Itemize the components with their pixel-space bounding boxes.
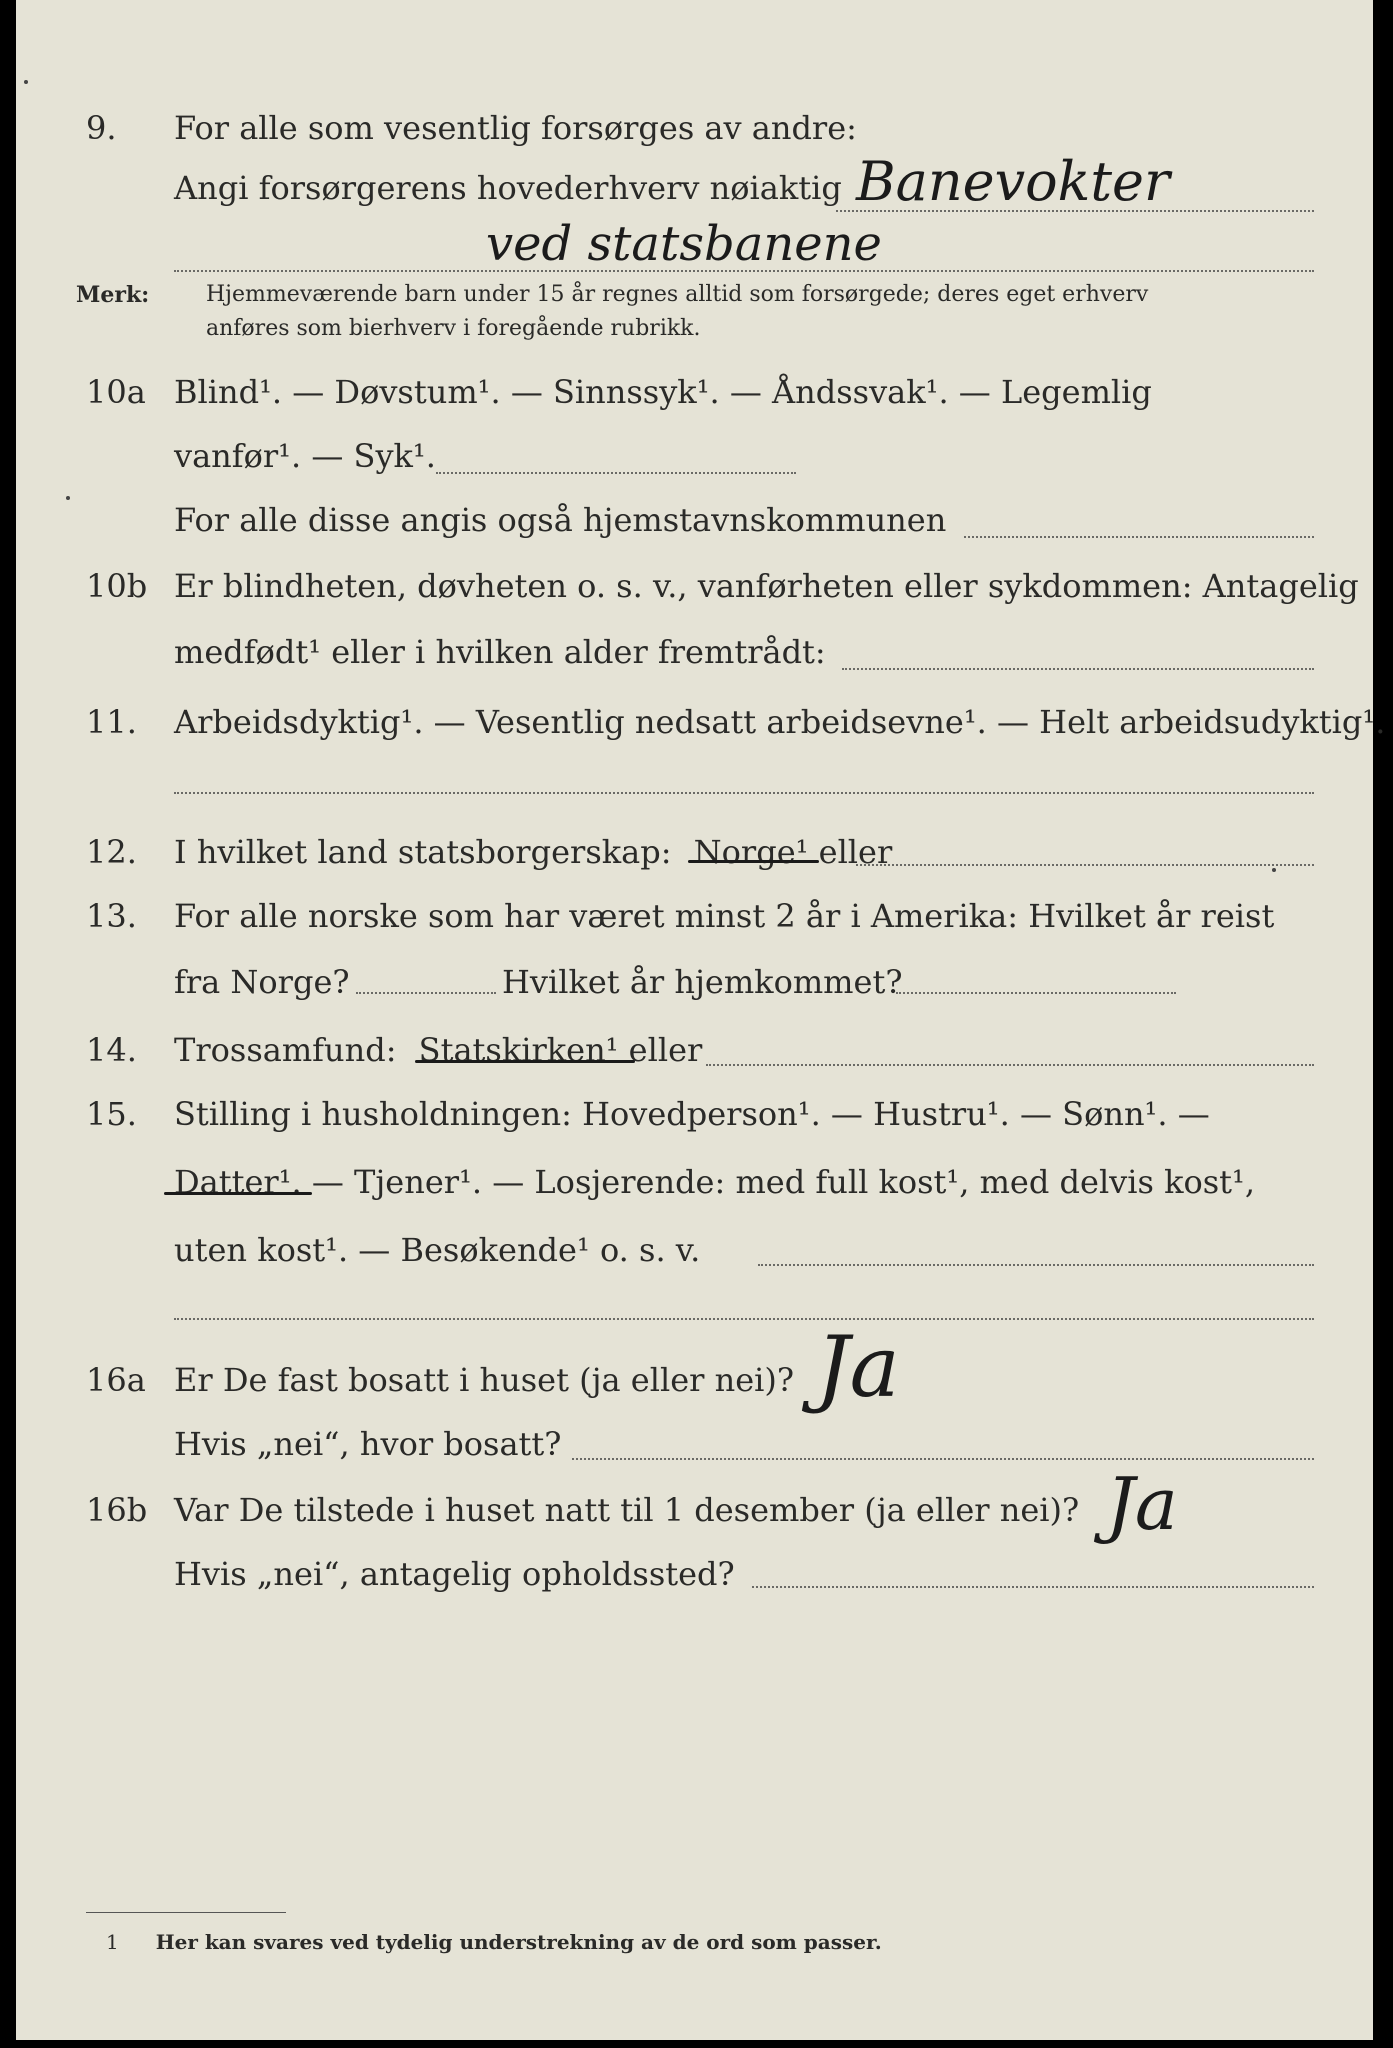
answer-line[interactable]	[964, 536, 1314, 538]
answer-line[interactable]	[436, 472, 796, 474]
question-text: For alle disse angis også hjemstavnskommunen	[174, 501, 947, 539]
handwritten-answer: Ja	[816, 1318, 900, 1416]
question-text: vanfør¹. — Syk¹.	[174, 437, 436, 475]
question-text: Hvilket år hjemkommet?	[502, 963, 903, 1001]
underline-mark	[164, 1192, 312, 1195]
handwritten-answer: ved statsbanene	[486, 216, 882, 272]
handwritten-answer: Ja	[1106, 1462, 1178, 1546]
question-text: For alle som vesentlig forsørges av andre:	[174, 109, 857, 147]
question-number: 10b	[86, 567, 148, 605]
question-text: Hvis „nei“, hvor bosatt?	[174, 1425, 562, 1463]
question-number: 16b	[86, 1491, 148, 1529]
answer-line[interactable]	[174, 792, 1314, 794]
question-text: Er De fast bosatt i huset (ja eller nei)?	[174, 1361, 795, 1399]
paper-speck	[24, 80, 28, 84]
question-suffix: eller	[628, 1031, 703, 1069]
option-datter[interactable]	[174, 1163, 312, 1201]
question-text: Var De tilstede i huset natt til 1 desember (ja eller nei)?	[174, 1491, 1080, 1529]
answer-line[interactable]	[174, 1318, 1314, 1320]
answer-line[interactable]	[572, 1458, 1314, 1460]
footnote-marker: 1	[106, 1930, 119, 1954]
footnote	[106, 1930, 882, 1954]
question-number: 12.	[86, 833, 137, 871]
handwritten-answer: Banevokter	[856, 150, 1170, 213]
question-text: Stilling i husholdningen: Hovedperson¹. — Hustru¹. — Sønn¹. —	[174, 1095, 1210, 1133]
question-text	[174, 1020, 702, 1080]
note-text: Hjemmeværende barn under 15 år regnes alltid som forsørgede; deres eget erhverv	[206, 282, 1149, 307]
question-text: Arbeidsdyktig¹. — Vesentlig nedsatt arbeidsevne¹. — Helt arbeidsudyktig¹.	[174, 703, 1386, 741]
answer-line[interactable]	[856, 864, 1314, 866]
answer-line[interactable]	[758, 1264, 1314, 1266]
census-form-page	[16, 0, 1386, 2040]
paper-speck	[1272, 868, 1276, 872]
question-text: Hvis „nei“, antagelig opholdssted?	[174, 1555, 735, 1593]
question-number: 14.	[86, 1031, 137, 1069]
question-text	[174, 822, 892, 882]
underline-mark	[688, 860, 819, 863]
question-text: fra Norge?	[174, 963, 350, 1001]
answer-line[interactable]	[896, 992, 1176, 994]
question-prefix: Trossamfund:	[174, 1031, 397, 1069]
question-number: 10a	[86, 373, 146, 411]
option-label: Statskirken¹	[418, 1031, 619, 1069]
question-text: Blind¹. — Døvstum¹. — Sinnssyk¹. — Åndssvak¹. — Legemlig	[174, 373, 1152, 411]
question-text	[174, 1152, 1255, 1212]
question-text: Er blindheten, døvheten o. s. v., vanførheten eller sykdommen: Antagelig	[174, 567, 1359, 605]
question-number: 16a	[86, 1361, 146, 1399]
option-statskirken[interactable]	[419, 1031, 629, 1069]
underline-mark	[415, 1060, 635, 1063]
option-label: Datter¹.	[174, 1163, 302, 1201]
footnote-rule	[86, 1912, 286, 1913]
question-text: For alle norske som har været minst 2 år i Amerika: Hvilket år reist	[174, 897, 1275, 935]
footnote-text: Her kan svares ved tydelig understrekning av de ord som passer.	[155, 1930, 882, 1954]
question-suffix: eller	[818, 833, 893, 871]
answer-line[interactable]	[842, 668, 1314, 670]
note-text: anføres som bierhverv i foregående rubrikk.	[206, 316, 701, 341]
answer-line[interactable]	[752, 1586, 1314, 1588]
paper-speck	[66, 496, 70, 500]
question-text-rest: — Tjener¹. — Losjerende: med full kost¹, med delvis kost¹,	[311, 1163, 1256, 1201]
option-label: Norge¹	[693, 833, 809, 871]
option-norge[interactable]	[694, 833, 819, 871]
answer-line[interactable]	[356, 992, 496, 994]
question-number: 13.	[86, 897, 137, 935]
question-text: Angi forsørgerens hovederhverv nøiaktig	[174, 169, 842, 207]
question-text: medfødt¹ eller i hvilken alder fremtrådt:	[174, 633, 826, 671]
note-label: Merk:	[76, 282, 150, 308]
question-prefix: I hvilket land statsborgerskap:	[174, 833, 672, 871]
answer-line[interactable]	[706, 1064, 1314, 1066]
question-number: 15.	[86, 1095, 137, 1133]
question-number: 11.	[86, 703, 137, 741]
question-text: uten kost¹. — Besøkende¹ o. s. v.	[174, 1231, 701, 1269]
question-number: 9.	[86, 109, 117, 147]
